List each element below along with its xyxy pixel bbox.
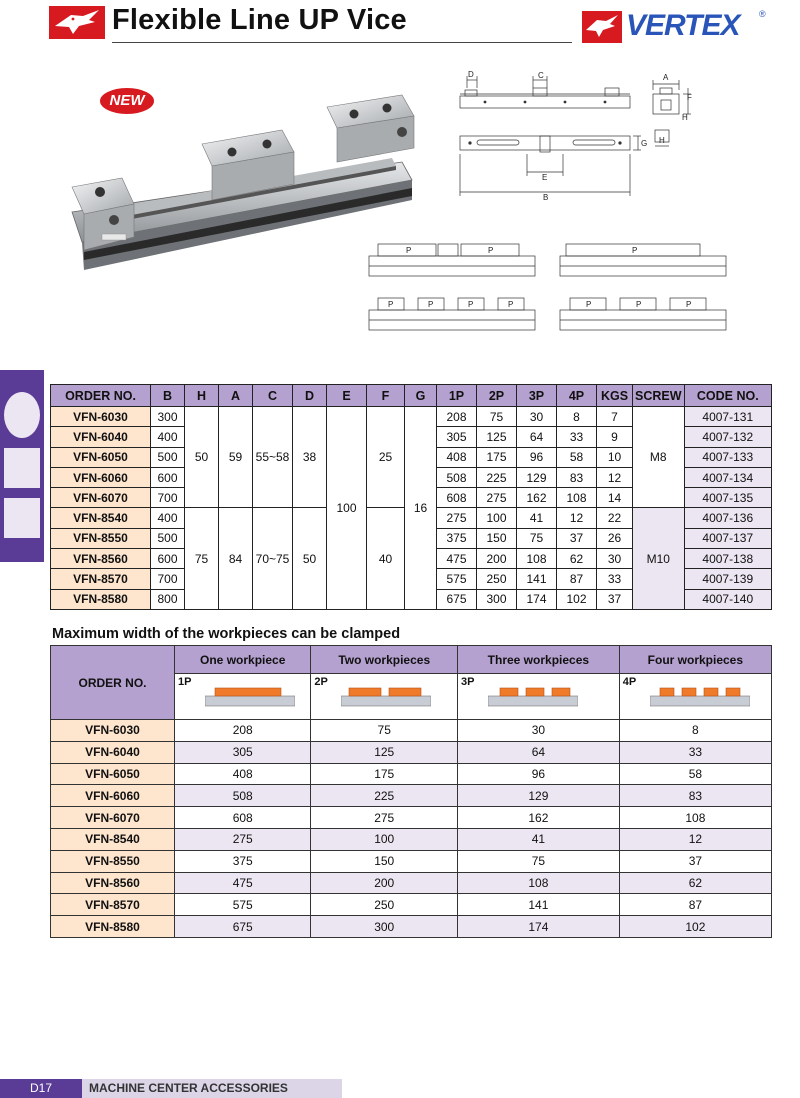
max-order-cell: VFN-8580	[51, 916, 175, 938]
one-workpiece-icon	[205, 684, 295, 708]
p1-cell: 575	[437, 569, 477, 589]
vice-thumbnail	[4, 498, 40, 538]
order-no-cell: VFN-6060	[51, 467, 151, 487]
max-four-cell: 108	[619, 807, 771, 829]
p1-cell: 475	[437, 549, 477, 569]
max-row	[51, 894, 772, 916]
max-three-cell: 30	[458, 720, 620, 742]
img-label-1p: 1P	[178, 676, 192, 688]
p1-cell: 375	[437, 528, 477, 548]
p1-cell: 508	[437, 467, 477, 487]
col-b: B	[151, 385, 185, 407]
p2-cell: 125	[477, 427, 517, 447]
max-width-table	[50, 645, 772, 938]
new-badge-label: NEW	[109, 92, 145, 109]
config-1p-label: P	[632, 246, 638, 255]
order-no-cell: VFN-8550	[51, 528, 151, 548]
max-three-cell: 162	[458, 807, 620, 829]
config-3p-label-2: P	[636, 300, 642, 309]
footer-section-name: MACHINE CENTER ACCESSORIES	[89, 1081, 288, 1095]
max-four-cell: 12	[619, 828, 771, 850]
max-order-cell: VFN-6040	[51, 741, 175, 763]
h-cell-group85: 75	[185, 508, 219, 609]
title-underline	[112, 42, 572, 43]
p3-cell: 129	[517, 467, 557, 487]
kgs-cell: 10	[597, 447, 633, 467]
kgs-cell: 26	[597, 528, 633, 548]
b-cell: 600	[151, 467, 185, 487]
max-row	[51, 720, 772, 742]
p3-cell: 64	[517, 427, 557, 447]
c-cell-group85: 70~75	[253, 508, 293, 609]
order-no-cell: VFN-6040	[51, 427, 151, 447]
img-label-2p: 2P	[314, 676, 328, 688]
kgs-cell: 12	[597, 467, 633, 487]
p4-cell: 87	[557, 569, 597, 589]
order-no-cell: VFN-6070	[51, 488, 151, 508]
dim-label-d: D	[468, 70, 474, 79]
kgs-cell: 9	[597, 427, 633, 447]
max-three-cell: 64	[458, 741, 620, 763]
b-cell: 400	[151, 508, 185, 528]
kgs-cell: 30	[597, 549, 633, 569]
p3-cell: 162	[517, 488, 557, 508]
p2-cell: 250	[477, 569, 517, 589]
max-two-cell: 200	[311, 872, 458, 894]
p1-cell: 608	[437, 488, 477, 508]
dim-label-a: A	[663, 73, 669, 82]
new-badge	[98, 86, 156, 116]
col-d: D	[293, 385, 327, 407]
max-four-cell: 87	[619, 894, 771, 916]
p4-cell: 58	[557, 447, 597, 467]
kgs-cell: 7	[597, 407, 633, 427]
spec-table	[50, 384, 772, 610]
max-row	[51, 916, 772, 938]
spec-row	[51, 407, 772, 427]
config-4p-label-1: P	[388, 300, 394, 309]
h-cell-group60: 50	[185, 407, 219, 508]
max-three-cell: 174	[458, 916, 620, 938]
p2-cell: 100	[477, 508, 517, 528]
max-four-cell: 83	[619, 785, 771, 807]
two-workpieces-illustration	[311, 674, 458, 720]
p3-cell: 96	[517, 447, 557, 467]
order-no-cell: VFN-6050	[51, 447, 151, 467]
two-workpieces-icon	[341, 684, 431, 708]
p2-cell: 200	[477, 549, 517, 569]
max-two-cell: 150	[311, 850, 458, 872]
p3-cell: 41	[517, 508, 557, 528]
max-four-cell: 37	[619, 850, 771, 872]
b-cell: 700	[151, 488, 185, 508]
max-two-cell: 75	[311, 720, 458, 742]
max-order-cell: VFN-6070	[51, 807, 175, 829]
order-no-cell: VFN-6030	[51, 407, 151, 427]
p2-cell: 275	[477, 488, 517, 508]
max-two-cell: 275	[311, 807, 458, 829]
b-cell: 500	[151, 528, 185, 548]
max-row	[51, 828, 772, 850]
brand-eagle-logo	[49, 6, 105, 39]
config-4p-label-4: P	[508, 300, 514, 309]
col-2p: 2P	[477, 385, 517, 407]
code-no-cell: 4007-136	[684, 508, 771, 528]
col-f: F	[367, 385, 405, 407]
max-row	[51, 807, 772, 829]
side-category-tab	[0, 370, 44, 562]
col-1p: 1P	[437, 385, 477, 407]
order-no-cell: VFN-8560	[51, 549, 151, 569]
max-four-cell: 58	[619, 763, 771, 785]
config-4p-label-3: P	[468, 300, 474, 309]
config-3p-label-3: P	[686, 300, 692, 309]
code-no-cell: 4007-138	[684, 549, 771, 569]
page-title: Flexible Line UP Vice	[112, 4, 407, 36]
vertex-logo	[582, 11, 772, 43]
max-col-one-workpiece: One workpiece	[175, 646, 311, 674]
col-kgs: KGS	[597, 385, 633, 407]
max-one-cell: 375	[175, 850, 311, 872]
order-no-cell: VFN-8540	[51, 508, 151, 528]
max-row	[51, 850, 772, 872]
d-cell-group85: 50	[293, 508, 327, 609]
max-two-cell: 225	[311, 785, 458, 807]
p4-cell: 33	[557, 427, 597, 447]
p4-cell: 12	[557, 508, 597, 528]
page-number: D17	[0, 1079, 82, 1098]
p2-cell: 300	[477, 589, 517, 609]
f-cell-group85: 40	[367, 508, 405, 609]
p1-cell: 275	[437, 508, 477, 528]
max-col-four-workpieces: Four workpieces	[619, 646, 771, 674]
max-width-section-title: Maximum width of the workpieces can be clamped	[52, 626, 401, 642]
max-four-cell: 33	[619, 741, 771, 763]
code-no-cell: 4007-131	[684, 407, 771, 427]
max-one-cell: 275	[175, 828, 311, 850]
kgs-cell: 33	[597, 569, 633, 589]
p1-cell: 208	[437, 407, 477, 427]
max-three-cell: 129	[458, 785, 620, 807]
max-two-cell: 250	[311, 894, 458, 916]
p2-cell: 75	[477, 407, 517, 427]
dividing-head-thumbnail	[4, 448, 40, 488]
col-g: G	[405, 385, 437, 407]
max-four-cell: 8	[619, 720, 771, 742]
p4-cell: 37	[557, 528, 597, 548]
dim-label-h: H	[682, 113, 688, 122]
col-h: H	[185, 385, 219, 407]
max-one-cell: 475	[175, 872, 311, 894]
max-three-cell: 75	[458, 850, 620, 872]
col-3p: 3P	[517, 385, 557, 407]
p2-cell: 175	[477, 447, 517, 467]
max-order-cell: VFN-8570	[51, 894, 175, 916]
p3-cell: 108	[517, 549, 557, 569]
dim-label-c: C	[538, 71, 544, 80]
p1-cell: 675	[437, 589, 477, 609]
max-four-cell: 102	[619, 916, 771, 938]
e-cell-shared: 100	[327, 407, 367, 610]
col-order-no: ORDER NO.	[51, 385, 151, 407]
max-order-cell: VFN-8550	[51, 850, 175, 872]
dimension-drawing	[455, 70, 695, 210]
code-no-cell: 4007-134	[684, 467, 771, 487]
g-cell-shared: 16	[405, 407, 437, 610]
p2-cell: 225	[477, 467, 517, 487]
max-order-cell: VFN-8560	[51, 872, 175, 894]
three-workpieces-icon	[488, 684, 578, 708]
max-three-cell: 96	[458, 763, 620, 785]
max-two-cell: 300	[311, 916, 458, 938]
config-2p-label-1: P	[406, 246, 412, 255]
code-no-cell: 4007-140	[684, 589, 771, 609]
configuration-drawings	[366, 240, 731, 335]
col-e: E	[327, 385, 367, 407]
vertex-wordmark: VERTEX	[626, 9, 740, 42]
col-c: C	[253, 385, 293, 407]
p3-cell: 141	[517, 569, 557, 589]
dim-label-g: G	[641, 139, 648, 148]
b-cell: 800	[151, 589, 185, 609]
col-a: A	[219, 385, 253, 407]
b-cell: 300	[151, 407, 185, 427]
screw-cell-group85: M10	[633, 508, 685, 609]
max-one-cell: 408	[175, 763, 311, 785]
order-no-cell: VFN-8570	[51, 569, 151, 589]
one-workpiece-illustration	[175, 674, 311, 720]
max-two-cell: 100	[311, 828, 458, 850]
col-4p: 4P	[557, 385, 597, 407]
p4-cell: 8	[557, 407, 597, 427]
registered-mark: ®	[759, 9, 766, 19]
code-no-cell: 4007-135	[684, 488, 771, 508]
four-workpieces-illustration	[619, 674, 771, 720]
p2-cell: 150	[477, 528, 517, 548]
max-three-cell: 41	[458, 828, 620, 850]
three-workpieces-illustration	[458, 674, 620, 720]
code-no-cell: 4007-132	[684, 427, 771, 447]
max-three-cell: 141	[458, 894, 620, 916]
img-label-4p: 4P	[622, 676, 637, 688]
max-row	[51, 872, 772, 894]
kgs-cell: 22	[597, 508, 633, 528]
max-col-order-no: ORDER NO.	[51, 646, 175, 720]
max-col-three-workpieces: Three workpieces	[458, 646, 620, 674]
order-no-cell: VFN-8580	[51, 589, 151, 609]
kgs-cell: 14	[597, 488, 633, 508]
p4-cell: 108	[557, 488, 597, 508]
dim-label-h2: H	[659, 136, 665, 145]
config-4p-label-2: P	[428, 300, 434, 309]
screw-cell-group60: M8	[633, 407, 685, 508]
config-2p-label-2: P	[488, 246, 494, 255]
max-order-cell: VFN-6060	[51, 785, 175, 807]
p4-cell: 102	[557, 589, 597, 609]
b-cell: 700	[151, 569, 185, 589]
b-cell: 400	[151, 427, 185, 447]
max-row	[51, 763, 772, 785]
b-cell: 600	[151, 549, 185, 569]
max-order-cell: VFN-6050	[51, 763, 175, 785]
dim-label-b: B	[543, 193, 549, 202]
max-order-cell: VFN-8540	[51, 828, 175, 850]
max-order-cell: VFN-6030	[51, 720, 175, 742]
max-two-cell: 175	[311, 763, 458, 785]
max-col-two-workpieces: Two workpieces	[311, 646, 458, 674]
spec-header-row	[51, 385, 772, 407]
max-one-cell: 608	[175, 807, 311, 829]
max-one-cell: 305	[175, 741, 311, 763]
max-four-cell: 62	[619, 872, 771, 894]
max-one-cell: 508	[175, 785, 311, 807]
kgs-cell: 37	[597, 589, 633, 609]
p1-cell: 408	[437, 447, 477, 467]
max-one-cell: 575	[175, 894, 311, 916]
p1-cell: 305	[437, 427, 477, 447]
max-row	[51, 785, 772, 807]
a-cell-group60: 59	[219, 407, 253, 508]
col-code-no: CODE NO.	[684, 385, 771, 407]
vertex-eagle-icon	[582, 11, 622, 43]
max-one-cell: 208	[175, 720, 311, 742]
img-label-3p: 3P	[461, 676, 475, 688]
code-no-cell: 4007-137	[684, 528, 771, 548]
max-three-cell: 108	[458, 872, 620, 894]
max-two-cell: 125	[311, 741, 458, 763]
p4-cell: 83	[557, 467, 597, 487]
f-cell-group60: 25	[367, 407, 405, 508]
dim-label-e: E	[542, 173, 548, 182]
eagle-icon	[49, 6, 105, 39]
d-cell-group60: 38	[293, 407, 327, 508]
dim-label-f: F	[687, 93, 692, 102]
a-cell-group85: 84	[219, 508, 253, 609]
rotary-table-thumbnail	[4, 392, 40, 438]
b-cell: 500	[151, 447, 185, 467]
p3-cell: 75	[517, 528, 557, 548]
max-header-row	[51, 646, 772, 674]
config-3p-label-1: P	[586, 300, 592, 309]
c-cell-group60: 55~58	[253, 407, 293, 508]
max-row	[51, 741, 772, 763]
p4-cell: 62	[557, 549, 597, 569]
p3-cell: 174	[517, 589, 557, 609]
max-one-cell: 675	[175, 916, 311, 938]
col-screw: SCREW	[633, 385, 685, 407]
code-no-cell: 4007-133	[684, 447, 771, 467]
p3-cell: 30	[517, 407, 557, 427]
four-workpieces-icon	[650, 684, 750, 708]
code-no-cell: 4007-139	[684, 569, 771, 589]
